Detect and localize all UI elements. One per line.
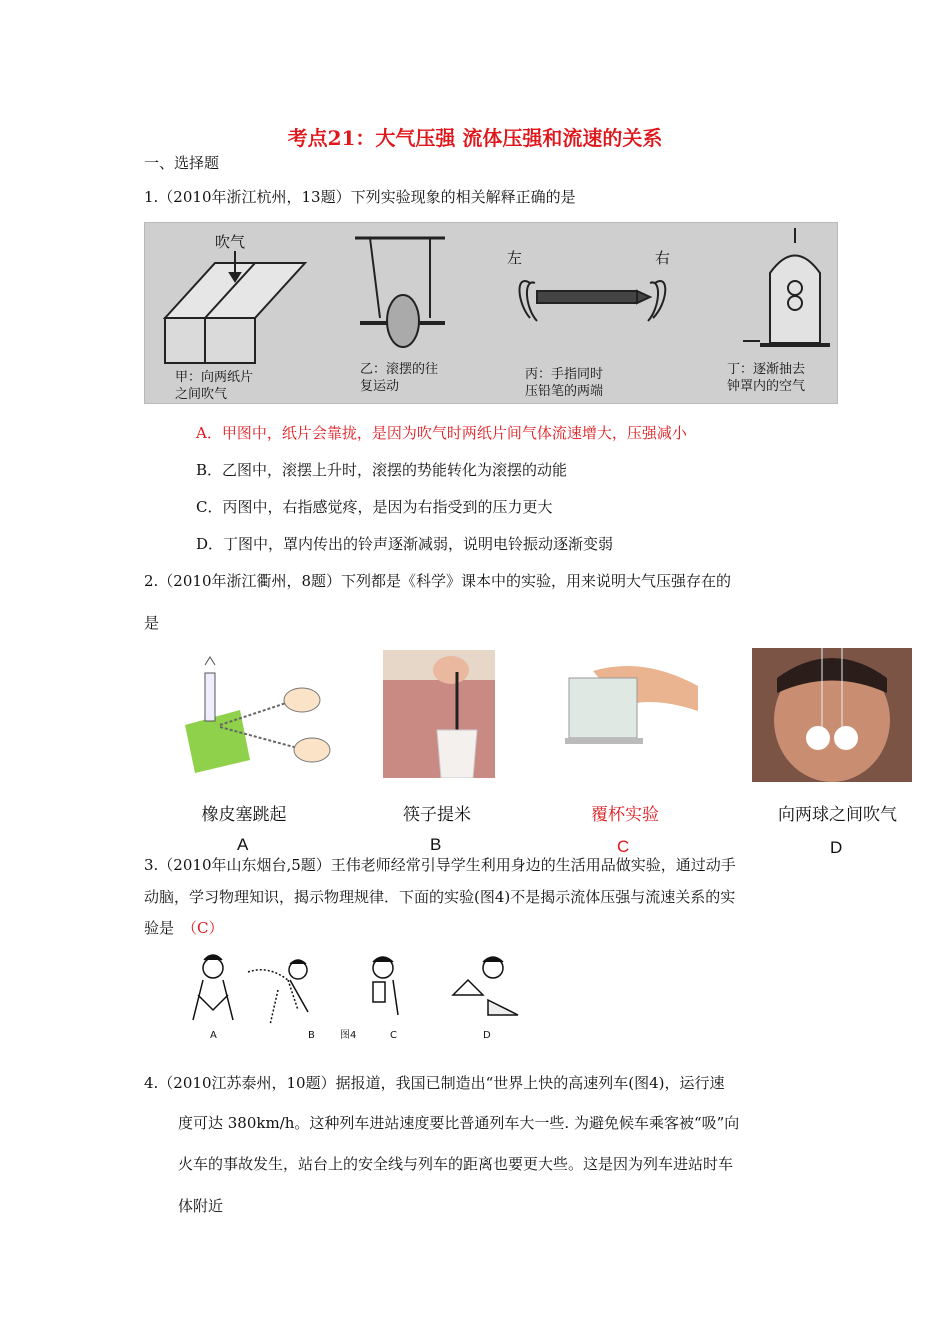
caption-yi-1: 乙：滚摆的往 bbox=[360, 362, 439, 377]
question-1-stem: 1.（2010年浙江杭州，13题）下列实验现象的相关解释正确的是 bbox=[144, 188, 576, 206]
question-4-line-4: 体附近 bbox=[178, 1197, 224, 1215]
question-3-fig-label: 图4 bbox=[340, 1030, 357, 1041]
question-4-line-1: 4.（2010江苏泰州，10题）据报道，我国已制造出“世界上快的高速列车(图4)，运行速 bbox=[144, 1074, 725, 1092]
caption-yi-2: 复运动 bbox=[360, 379, 400, 394]
question-3-fig-letter-a: A bbox=[210, 1030, 217, 1041]
question-2-stem-line-1: 2.（2010年浙江衢州，8题）下列都是《科学》课本中的实验，用来说明大气压强存在的 bbox=[144, 572, 732, 590]
question-1-option-d: D．丁图中，罩内传出的铃声逐渐减弱，说明电铃振动逐渐变弱 bbox=[196, 535, 614, 553]
rolling-pendulum-drawing bbox=[355, 238, 445, 347]
question-3-answer: （C） bbox=[182, 919, 224, 937]
caption-ding-1: 丁：逐渐抽去 bbox=[727, 362, 806, 377]
question-2-image-a bbox=[180, 655, 334, 777]
question-3-fig-letter-c: C bbox=[390, 1030, 397, 1041]
bell-jar-drawing bbox=[743, 228, 830, 345]
label-right: 右 bbox=[655, 249, 671, 267]
question-4-line-2: 度可达 380km/h。这种列车进站速度要比普通列车大一些. 为避免候车乘客被“吸”向 bbox=[178, 1114, 740, 1132]
question-3-line-2: 动脑，学习物理知识，揭示物理规律．下面的实验(图4)不是揭示流体压强与流速关系的实 bbox=[144, 888, 736, 906]
caption-ding-2: 钟罩内的空气 bbox=[727, 379, 806, 394]
question-2-letter-c: C bbox=[617, 837, 630, 856]
question-1-option-b: B．乙图中，滚摆上升时，滚摆的势能转化为滚摆的动能 bbox=[196, 461, 568, 479]
question-1-figure bbox=[144, 222, 838, 404]
question-2-image-d bbox=[752, 648, 912, 782]
question-2-caption-b: 筷子提米 bbox=[403, 805, 471, 825]
label-blow: 吹气 bbox=[215, 233, 246, 251]
question-2-caption-d: 向两球之间吹气 bbox=[778, 805, 897, 825]
caption-jia-2: 之间吹气 bbox=[175, 387, 228, 402]
paper-sheets-drawing bbox=[165, 251, 305, 363]
question-2-stem-line-2: 是 bbox=[144, 614, 160, 632]
question-3-figure bbox=[188, 950, 528, 1045]
page-title: 考点21：大气压强 流体压强和流速的关系 bbox=[287, 126, 663, 150]
question-3-fig-letter-d: D bbox=[483, 1030, 491, 1041]
caption-bing-2: 压铅笔的两端 bbox=[525, 384, 604, 399]
question-2-caption-a: 橡皮塞跳起 bbox=[201, 805, 287, 825]
question-2-letter-d: D bbox=[830, 838, 843, 857]
label-left: 左 bbox=[507, 249, 523, 267]
question-3-line-3: 验是 bbox=[144, 919, 175, 937]
caption-jia-1: 甲：向两纸片 bbox=[175, 370, 254, 385]
question-3-fig-letter-b: B bbox=[308, 1030, 315, 1041]
question-1-option-c: C．丙图中，右指感觉疼，是因为右指受到的压力更大 bbox=[196, 498, 553, 516]
question-2-image-c bbox=[563, 656, 698, 778]
question-2-letter-a: A bbox=[237, 835, 249, 854]
question-2-caption-c: 覆杯实验 bbox=[591, 805, 659, 825]
section-heading: 一、选择题 bbox=[144, 154, 220, 172]
question-4-line-3: 火车的事故发生，站台上的安全线与列车的距离也要更大些。这是因为列车进站时车 bbox=[178, 1155, 734, 1173]
question-1-option-a: A．甲图中，纸片会靠拢，是因为吹气时两纸片间气体流速增大，压强减小 bbox=[196, 424, 687, 442]
question-2-letter-b: B bbox=[430, 835, 442, 854]
pencil-fingers-drawing bbox=[519, 281, 665, 321]
question-2-image-b bbox=[383, 650, 495, 778]
question-3-line-1: 3.（2010年山东烟台,5题）王伟老师经常引导学生利用身边的生活用品做实验，通过动手 bbox=[144, 856, 736, 874]
question-1-figure-drawing bbox=[145, 223, 837, 403]
caption-bing-1: 丙：手指同时 bbox=[525, 367, 604, 382]
